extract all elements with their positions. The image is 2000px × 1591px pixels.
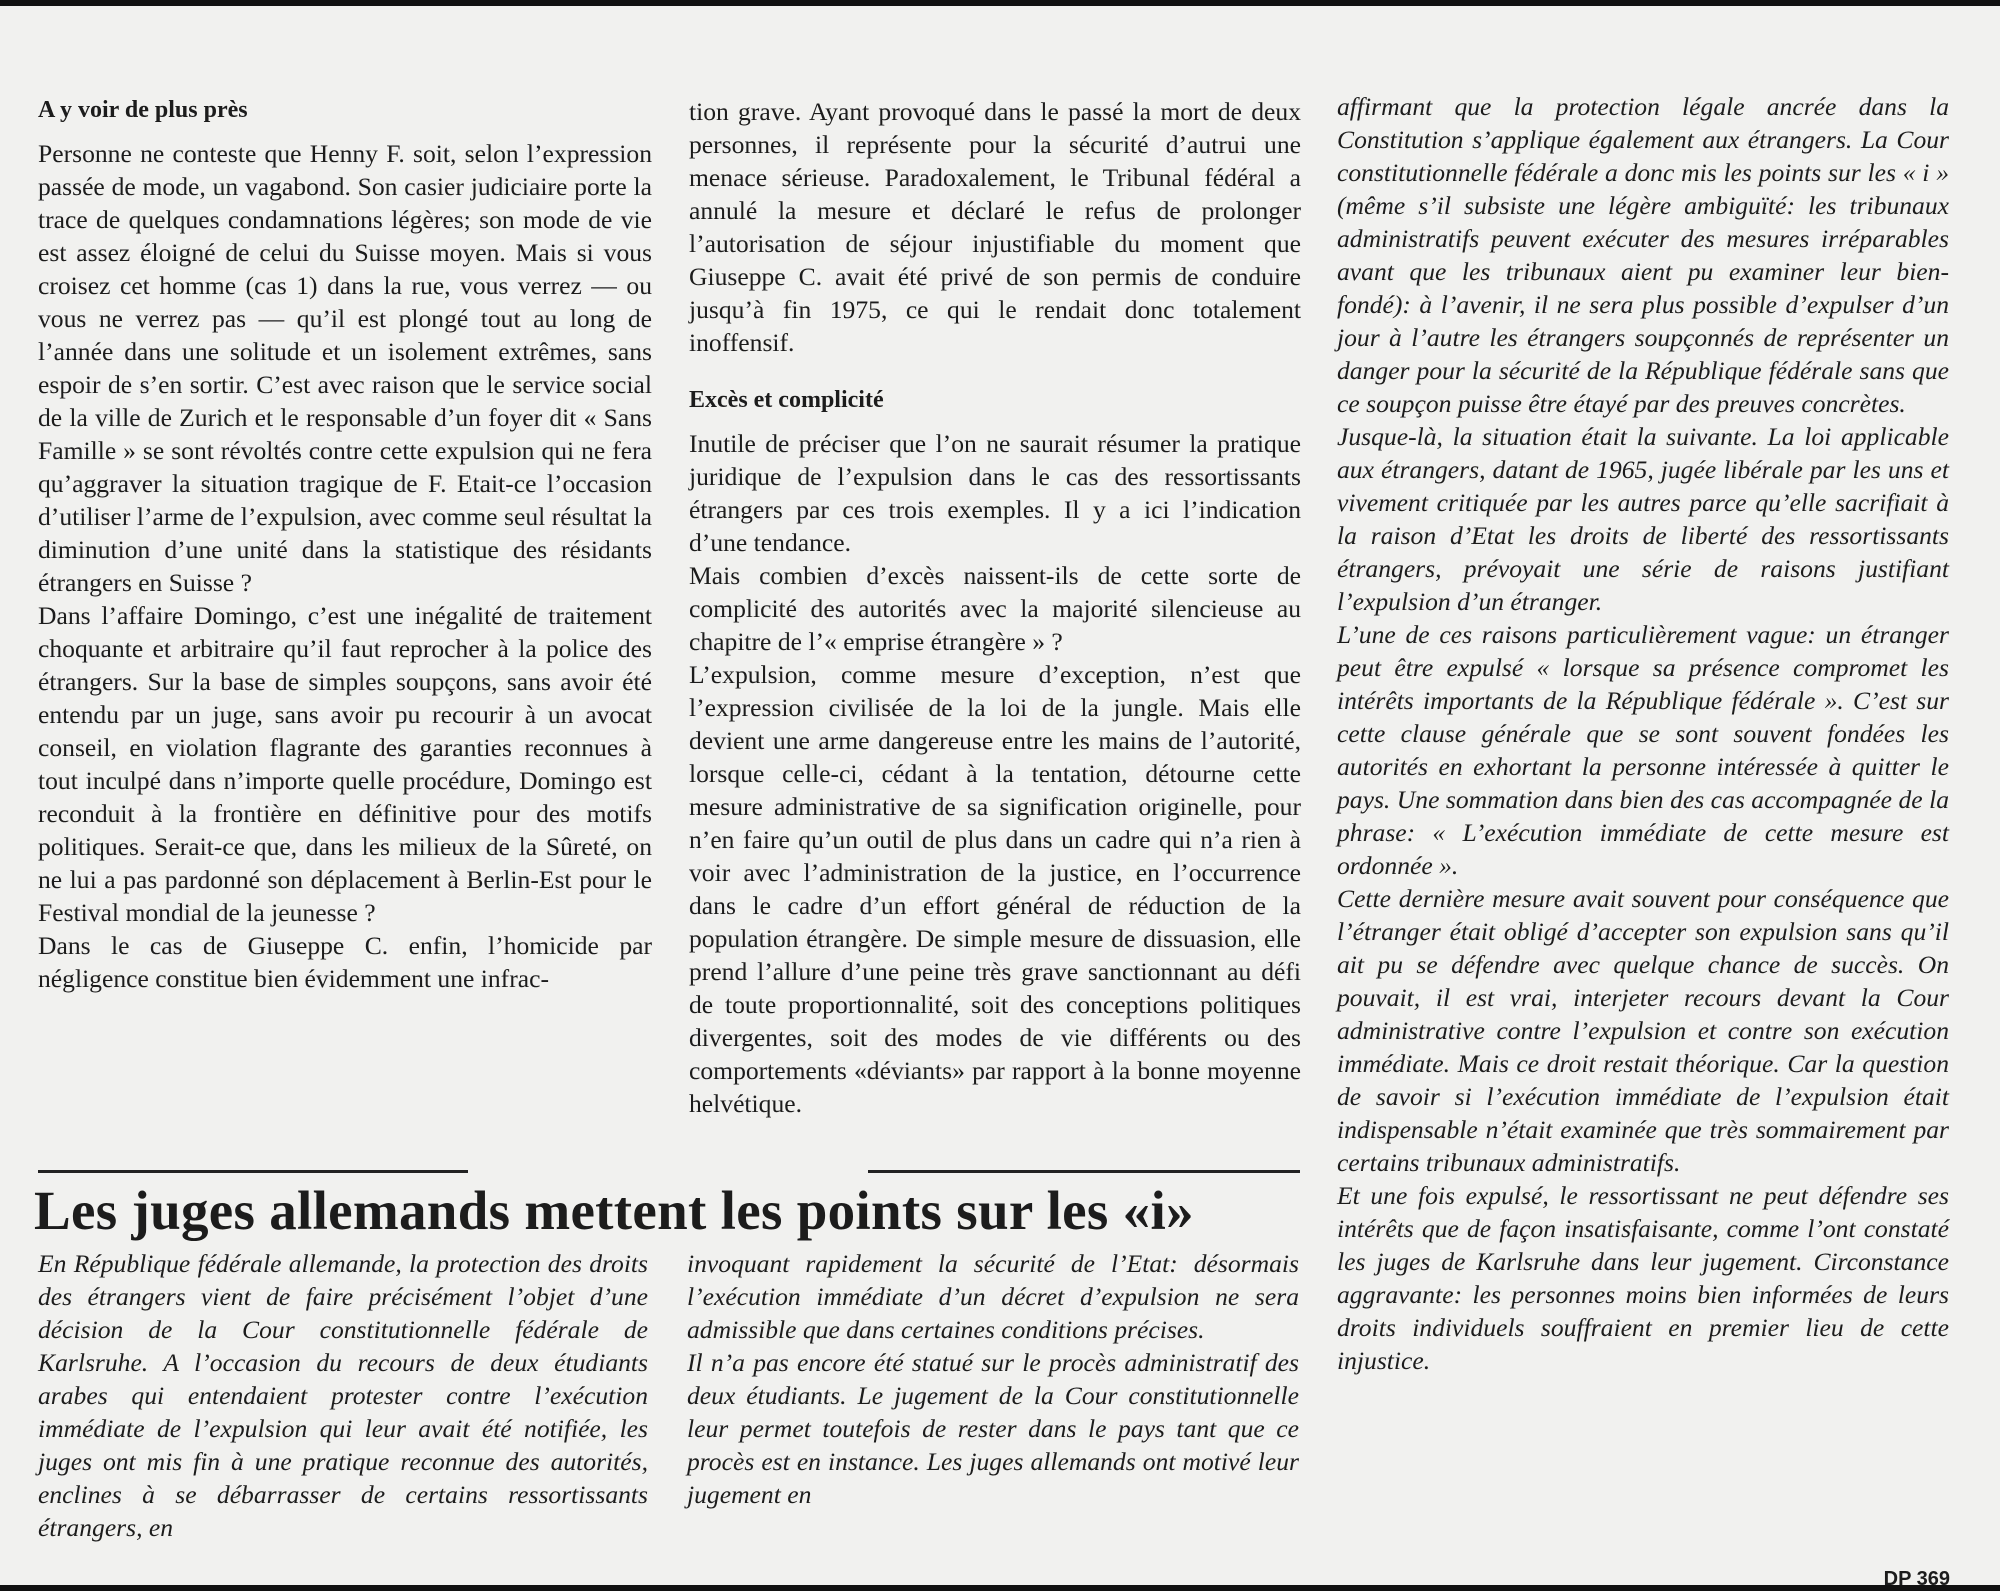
section-heading: Excès et complicité — [689, 387, 884, 413]
paragraph: Personne ne conteste que Henny F. soit, selon l’expression passée de mode, un vagabond. Son casier judiciaire porte la trace de quelques condamnations légères; son mode de vie est assez éloigné de celui du Suisse moyen. Mais si vous croisez cet homme (cas 1) dans la rue, vous verrez — ou vous ne verrez pas — qu’il est plongé tout au long de l’année dans une solitude et un isolement extrêmes, sans espoir de s’en sortir. C’est avec raison que le service social de la ville de Zurich et le responsable d’un foyer dit « Sans Famille » se sont révoltés contre cette expulsion qui ne fera qu’aggraver la situation tragique de F. Etait-ce l’occasion d’utiliser l’arme de l’expulsion, avec comme seul résultat la diminution d’une unité dans la statistique des résidants étrangers en Suisse ? — [38, 139, 652, 597]
divider-left — [38, 1170, 468, 1173]
bottom-rule — [0, 1585, 2000, 1591]
paragraph: Mais combien d’excès naissent-ils de cette sorte de complicité des autorités avec la majorité silencieuse au chapitre de l’« emprise étrangère » ? — [689, 561, 1301, 656]
paragraph: Dans le cas de Giuseppe C. enfin, l’homicide par négligence constitue bien évidemment une infrac- — [38, 931, 652, 993]
paragraph: Inutile de préciser que l’on ne saurait résumer la pratique juridique de l’expulsion dans le cas des ressortissants étrangers par ces trois exemples. Il y a ici l’indication d’une tendance. — [689, 429, 1301, 557]
page-reference: DP 369 — [1883, 1571, 1950, 1585]
boxed-column-1 — [38, 1247, 648, 1544]
top-rule — [0, 0, 2000, 6]
paragraph: affirmant que la protection légale ancrée dans la Constitution s’applique également aux étrangers. La Cour constitutionnelle fédérale a donc mis les points sur les « i » (même s’il subsiste une légère ambiguïté: les tribunaux administratifs peuvent exécuter des mesures irréparables avant que les tribunaux aient pu examiner leur bien-fondé): à l’avenir, il ne sera plus possible d’expulser d’un jour à l’autre les étrangers soupçonnés de représenter un danger pour la sécurité de la République fédérale sans que ce soupçon puisse être étayé par des preuves concrètes. — [1337, 92, 1949, 418]
paragraph: L’une de ces raisons particulièrement vague: un étranger peut être expulsé « lorsque sa présence compromet les intérêts importants de la République fédérale ». C’est sur cette clause générale que se sont souvent fondées les autorités en exhortant la personne intéressée à quitter le pays. Une sommation dans bien des cas accompagnée de la phrase: « L’exécution immédiate de cette mesure est ordonnée ». — [1337, 620, 1949, 880]
section-heading: A y voir de plus près — [38, 97, 248, 123]
paragraph: Cette dernière mesure avait souvent pour conséquence que l’étranger était obligé d’accepter son expulsion sans qu’il ait pu se défendre avec quelque chance de succès. On pouvait, il est vrai, interjeter recours devant la Cour administrative contre l’expulsion et contre son exécution immédiate. Mais ce droit restait théorique. Car la question de savoir si l’exécution immédiate de l’expulsion était indispensable n’était examinée que très sommairement par certains tribunaux administratifs. — [1337, 884, 1949, 1177]
column-2 — [689, 95, 1301, 1120]
paragraph: tion grave. Ayant provoqué dans le passé la mort de deux personnes, il représente pour la sécurité d’autrui une menace sérieuse. Paradoxalement, le Tribunal fédéral a annulé la mesure et déclaré le refus de prolonger l’autorisation de séjour injustifiable du moment que Giuseppe C. avait été privé de son permis de conduire jusqu’à fin 1975, ce qui le rendait donc totalement inoffensif. — [689, 97, 1301, 357]
boxed-headline: Les juges allemands mettent les points sur les «i» — [34, 1180, 1194, 1241]
paragraph: Et une fois expulsé, le ressortissant ne peut défendre ses intérêts que de façon insatisfaisante, comme l’ont constaté les juges de Karlsruhe dans leur jugement. Circonstance aggravante: les personnes moins bien informées de leurs droits individuels souffraient en premier lieu de cette injustice. — [1337, 1181, 1949, 1375]
column-3-boxed-continuation — [1337, 90, 1949, 1377]
column-1 — [38, 95, 652, 995]
paragraph: En République fédérale allemande, la protection des droits des étrangers vient de faire précisément l’objet d’une décision de la Cour constitutionnelle fédérale de Karlsruhe. A l’occasion du recours de deux étudiants arabes qui entendaient protester contre l’exécution immédiate de l’expulsion qui leur avait été notifiée, les juges ont mis fin à une pratique reconnue des autorités, enclines à se débarrasser de certains ressortissants étrangers, en — [38, 1249, 648, 1542]
divider-right — [868, 1170, 1300, 1173]
paragraph: Dans l’affaire Domingo, c’est une inégalité de traitement choquante et arbitraire qu’il faut reprocher à la police des étrangers. Sur la base de simples soupçons, sans avoir été entendu par un juge, sans avoir pu recourir à un avocat conseil, en violation flagrante des garanties reconnues à tout inculpé dans n’importe quelle procédure, Domingo est reconduit à la frontière en définitive pour des motifs politiques. Serait-ce que, dans les milieux de la Sûreté, on ne lui a pas pardonné son déplacement à Berlin-Est pour le Festival mondial de la jeunesse ? — [38, 601, 652, 927]
paragraph: Il n’a pas encore été statué sur le procès administratif des deux étudiants. Le jugement de la Cour constitutionnelle leur permet toutefois de rester dans le pays tant que ce procès est en instance. Les juges allemands ont motivé leur jugement en — [687, 1348, 1299, 1509]
paragraph: Jusque-là, la situation était la suivante. La loi applicable aux étrangers, datant de 1965, jugée libérale par les uns et vivement critiquée par les autres parce qu’elle sacrifiait à la raison d’Etat les droits de liberté des ressortissants étrangers, prévoyait une série de raisons justifiant l’expulsion d’un étranger. — [1337, 422, 1949, 616]
paragraph: L’expulsion, comme mesure d’exception, n’est que l’expression civilisée de la loi de la jungle. Mais elle devient une arme dangereuse entre les mains de l’autorité, lorsque celle-ci, cédant à la tentation, détourne cette mesure administrative de sa signification originelle, pour n’en faire qu’un outil de plus dans un cadre qui n’a rien à voir avec l’administration de la justice, en l’occurrence dans le cadre d’un effort général de réduction de la population étrangère. De simple mesure de dissuasion, elle prend l’allure d’une peine très grave sanctionnant au défi de toute proportionnalité, soit des conceptions politiques divergentes, soit des modes de vie différents ou des comportements «déviants» par rapport à la bonne moyenne helvétique. — [689, 660, 1301, 1118]
boxed-column-2 — [687, 1247, 1299, 1511]
paragraph: invoquant rapidement la sécurité de l’Etat: désormais l’exécution immédiate d’un décret d’expulsion ne sera admissible que dans certaines conditions précises. — [687, 1249, 1299, 1344]
